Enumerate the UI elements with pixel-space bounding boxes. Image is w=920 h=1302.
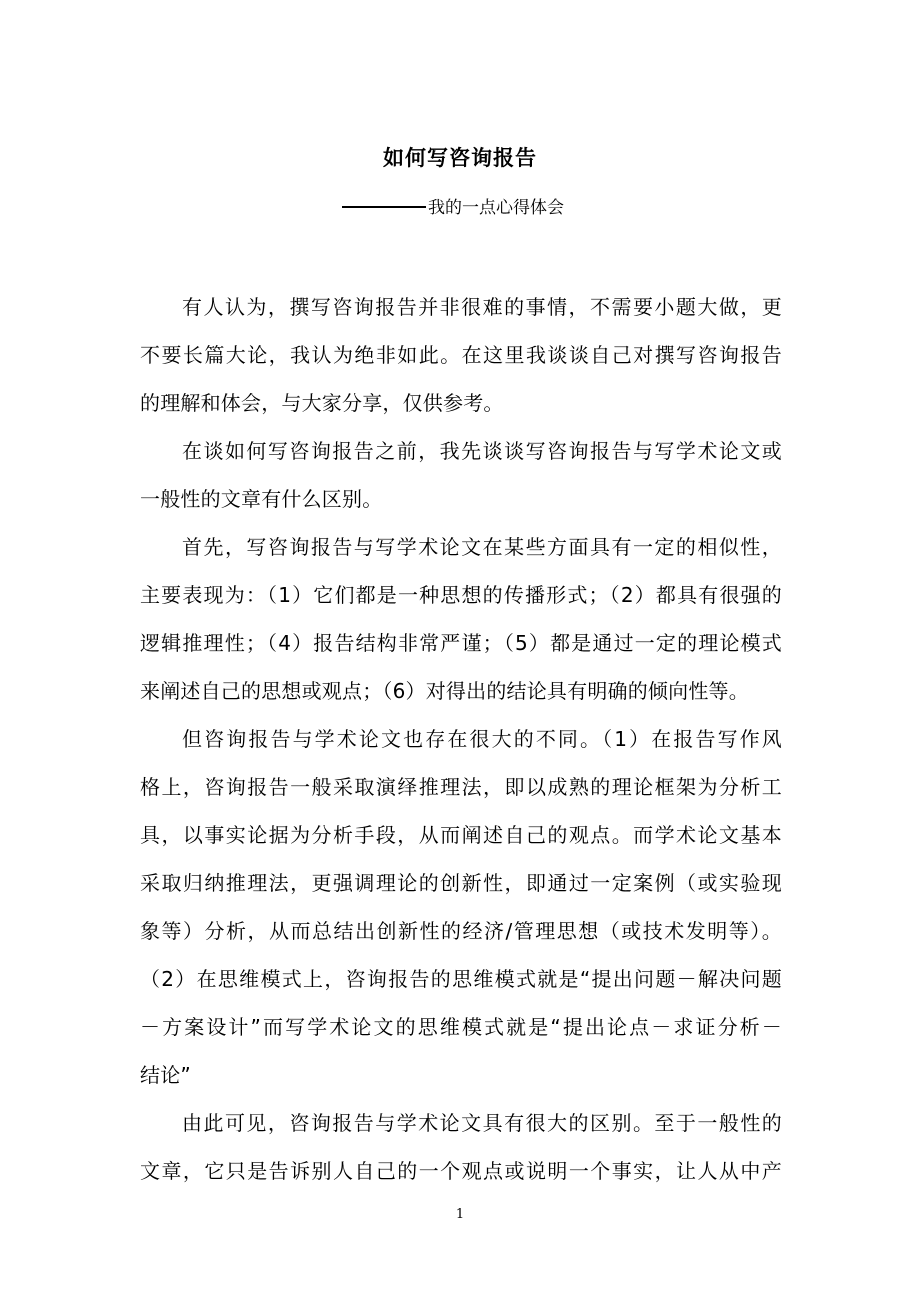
- subtitle-text: 我的一点心得体会: [428, 198, 564, 218]
- text-line: 不要长篇大论，我认为绝非如此。在这里我谈谈自己对撰写咨询报告: [140, 343, 782, 367]
- text-line: 一般性的文章有什么区别。: [140, 487, 383, 511]
- text-line: 采取归纳推理法，更强调理论的创新性，即通过一定案例（或实验现: [140, 871, 782, 895]
- text-line: （2）在思维模式上，咨询报告的思维模式就是“提出问题－解决问题: [140, 967, 782, 991]
- text-line: 象等）分析，从而总结出创新性的经济/管理思想（或技术发明等）。: [140, 919, 782, 943]
- text-line: 结论”: [140, 1063, 191, 1087]
- text-line: 有人认为，撰写咨询报告并非很难的事情，不需要小题大做，更: [182, 295, 782, 319]
- text-line: －方案设计”而写学术论文的思维模式就是“提出论点－求证分析－: [140, 1015, 782, 1039]
- text-line: 但咨询报告与学术论文也存在很大的不同。（1）在报告写作风: [182, 727, 782, 751]
- page-subtitle: [342, 195, 642, 221]
- text-line: 主要表现为：（1）它们都是一种思想的传播形式；（2）都具有很强的: [140, 583, 782, 607]
- text-line: 在谈如何写咨询报告之前，我先谈谈写咨询报告与写学术论文或: [182, 439, 782, 463]
- body-text: [140, 283, 782, 1195]
- text-line: 具，以事实论据为分析手段，从而阐述自己的观点。而学术论文基本: [140, 823, 782, 847]
- text-line: 格上，咨询报告一般采取演绎推理法，即以成熟的理论框架为分析工: [140, 775, 782, 799]
- text-line: 逻辑推理性；（4）报告结构非常严谨；（5）都是通过一定的理论模式: [140, 631, 782, 655]
- text-line: 首先，写咨询报告与写学术论文在某些方面具有一定的相似性，: [182, 535, 782, 559]
- page-number: 1: [455, 1207, 465, 1222]
- text-line: 文章，它只是告诉别人自己的一个观点或说明一个事实，让人从中产: [140, 1159, 782, 1183]
- text-line: 由此可见，咨询报告与学术论文具有很大的区别。至于一般性的: [182, 1111, 782, 1135]
- page-title: 如何写咨询报告: [383, 146, 537, 170]
- subtitle-dash: [342, 206, 426, 208]
- text-line: 的理解和体会，与大家分享，仅供参考。: [140, 391, 504, 415]
- text-line: 来阐述自己的思想或观点；（6）对得出的结论具有明确的倾向性等。: [140, 679, 749, 703]
